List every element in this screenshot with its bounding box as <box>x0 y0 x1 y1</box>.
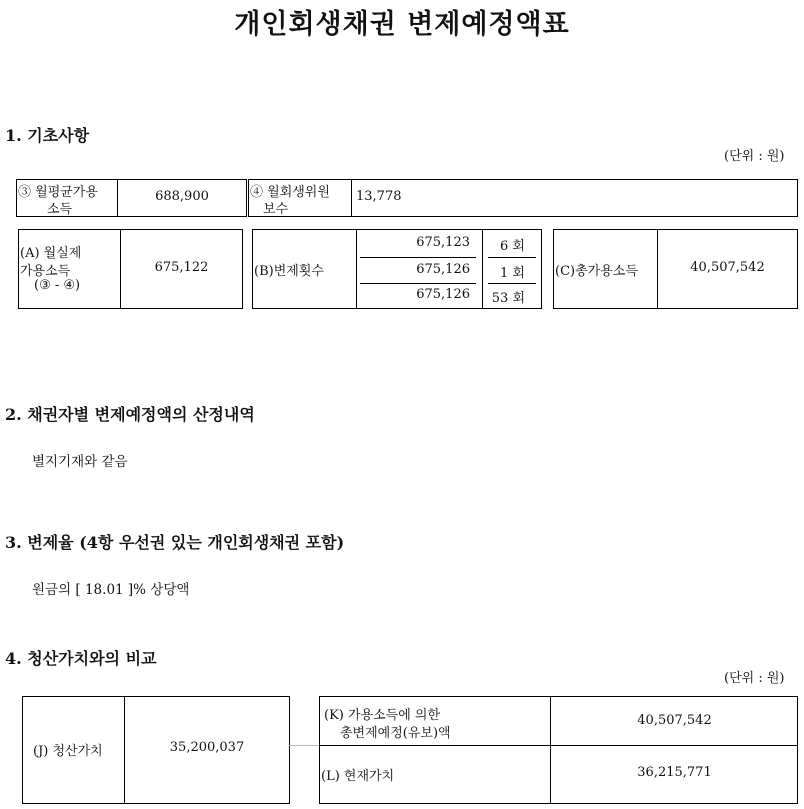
trustee-fee-box <box>248 179 798 217</box>
avg-income-value: 688,900 <box>155 189 209 204</box>
l-label: (L) 현재가치 <box>321 769 395 784</box>
unit-label-2: (단위 : 원) <box>724 671 785 686</box>
k-label-2: 총변제예정(유보)액 <box>340 726 451 741</box>
repay-amount-3: 675,126 <box>416 287 470 302</box>
repay-count-label: (B)변제횟수 <box>254 264 324 279</box>
monthly-income-value: 675,122 <box>154 260 209 275</box>
repay-count-2: 1 회 <box>500 266 525 281</box>
total-income-label: (C)총가용소득 <box>555 264 638 279</box>
section2-heading: 2. 채권자별 변제예정액의 산정내역 <box>5 405 255 424</box>
section3-text: 원금의 [ 18.01 ]% 상당액 <box>32 582 190 598</box>
k-label: (K) 가용소득에 의한 <box>324 708 441 723</box>
monthly-income-label-2: 가용소득 <box>20 264 71 279</box>
liquidation-value: 35,200,037 <box>169 740 245 755</box>
trustee-fee-label: ④ 월회생위원 <box>250 185 330 200</box>
monthly-income-label-3: (③ - ④) <box>34 278 81 293</box>
section4-heading: 4. 청산가치와의 비교 <box>5 649 157 668</box>
avg-income-label-2: 소득 <box>47 202 73 217</box>
section2-text: 별지기재와 같음 <box>32 454 128 470</box>
repay-amount-1: 675,123 <box>416 235 470 250</box>
l-value: 36,215,771 <box>637 765 712 780</box>
section1-heading: 1. 기초사항 <box>5 126 90 145</box>
k-value: 40,507,542 <box>637 713 712 728</box>
unit-label-1: (단위 : 원) <box>724 149 785 164</box>
repay-count-1: 6 회 <box>500 239 525 254</box>
monthly-income-label: (A) 월실제 <box>20 246 82 261</box>
repay-amount-2: 675,126 <box>416 262 470 277</box>
trustee-fee-label-2: 보수 <box>263 202 289 217</box>
liquidation-label: (J) 청산가치 <box>33 744 103 759</box>
total-income-value: 40,507,542 <box>690 260 765 275</box>
trustee-fee-value: 13,778 <box>356 189 402 204</box>
avg-income-label: ③ 월평균가용 <box>18 185 98 200</box>
repay-count-3: 53 회 <box>491 291 525 306</box>
section3-heading: 3. 변제율 (4항 우선권 있는 개인회생채권 포함) <box>5 533 345 552</box>
page-title: 개인회생채권 변제예정액표 <box>234 9 570 40</box>
